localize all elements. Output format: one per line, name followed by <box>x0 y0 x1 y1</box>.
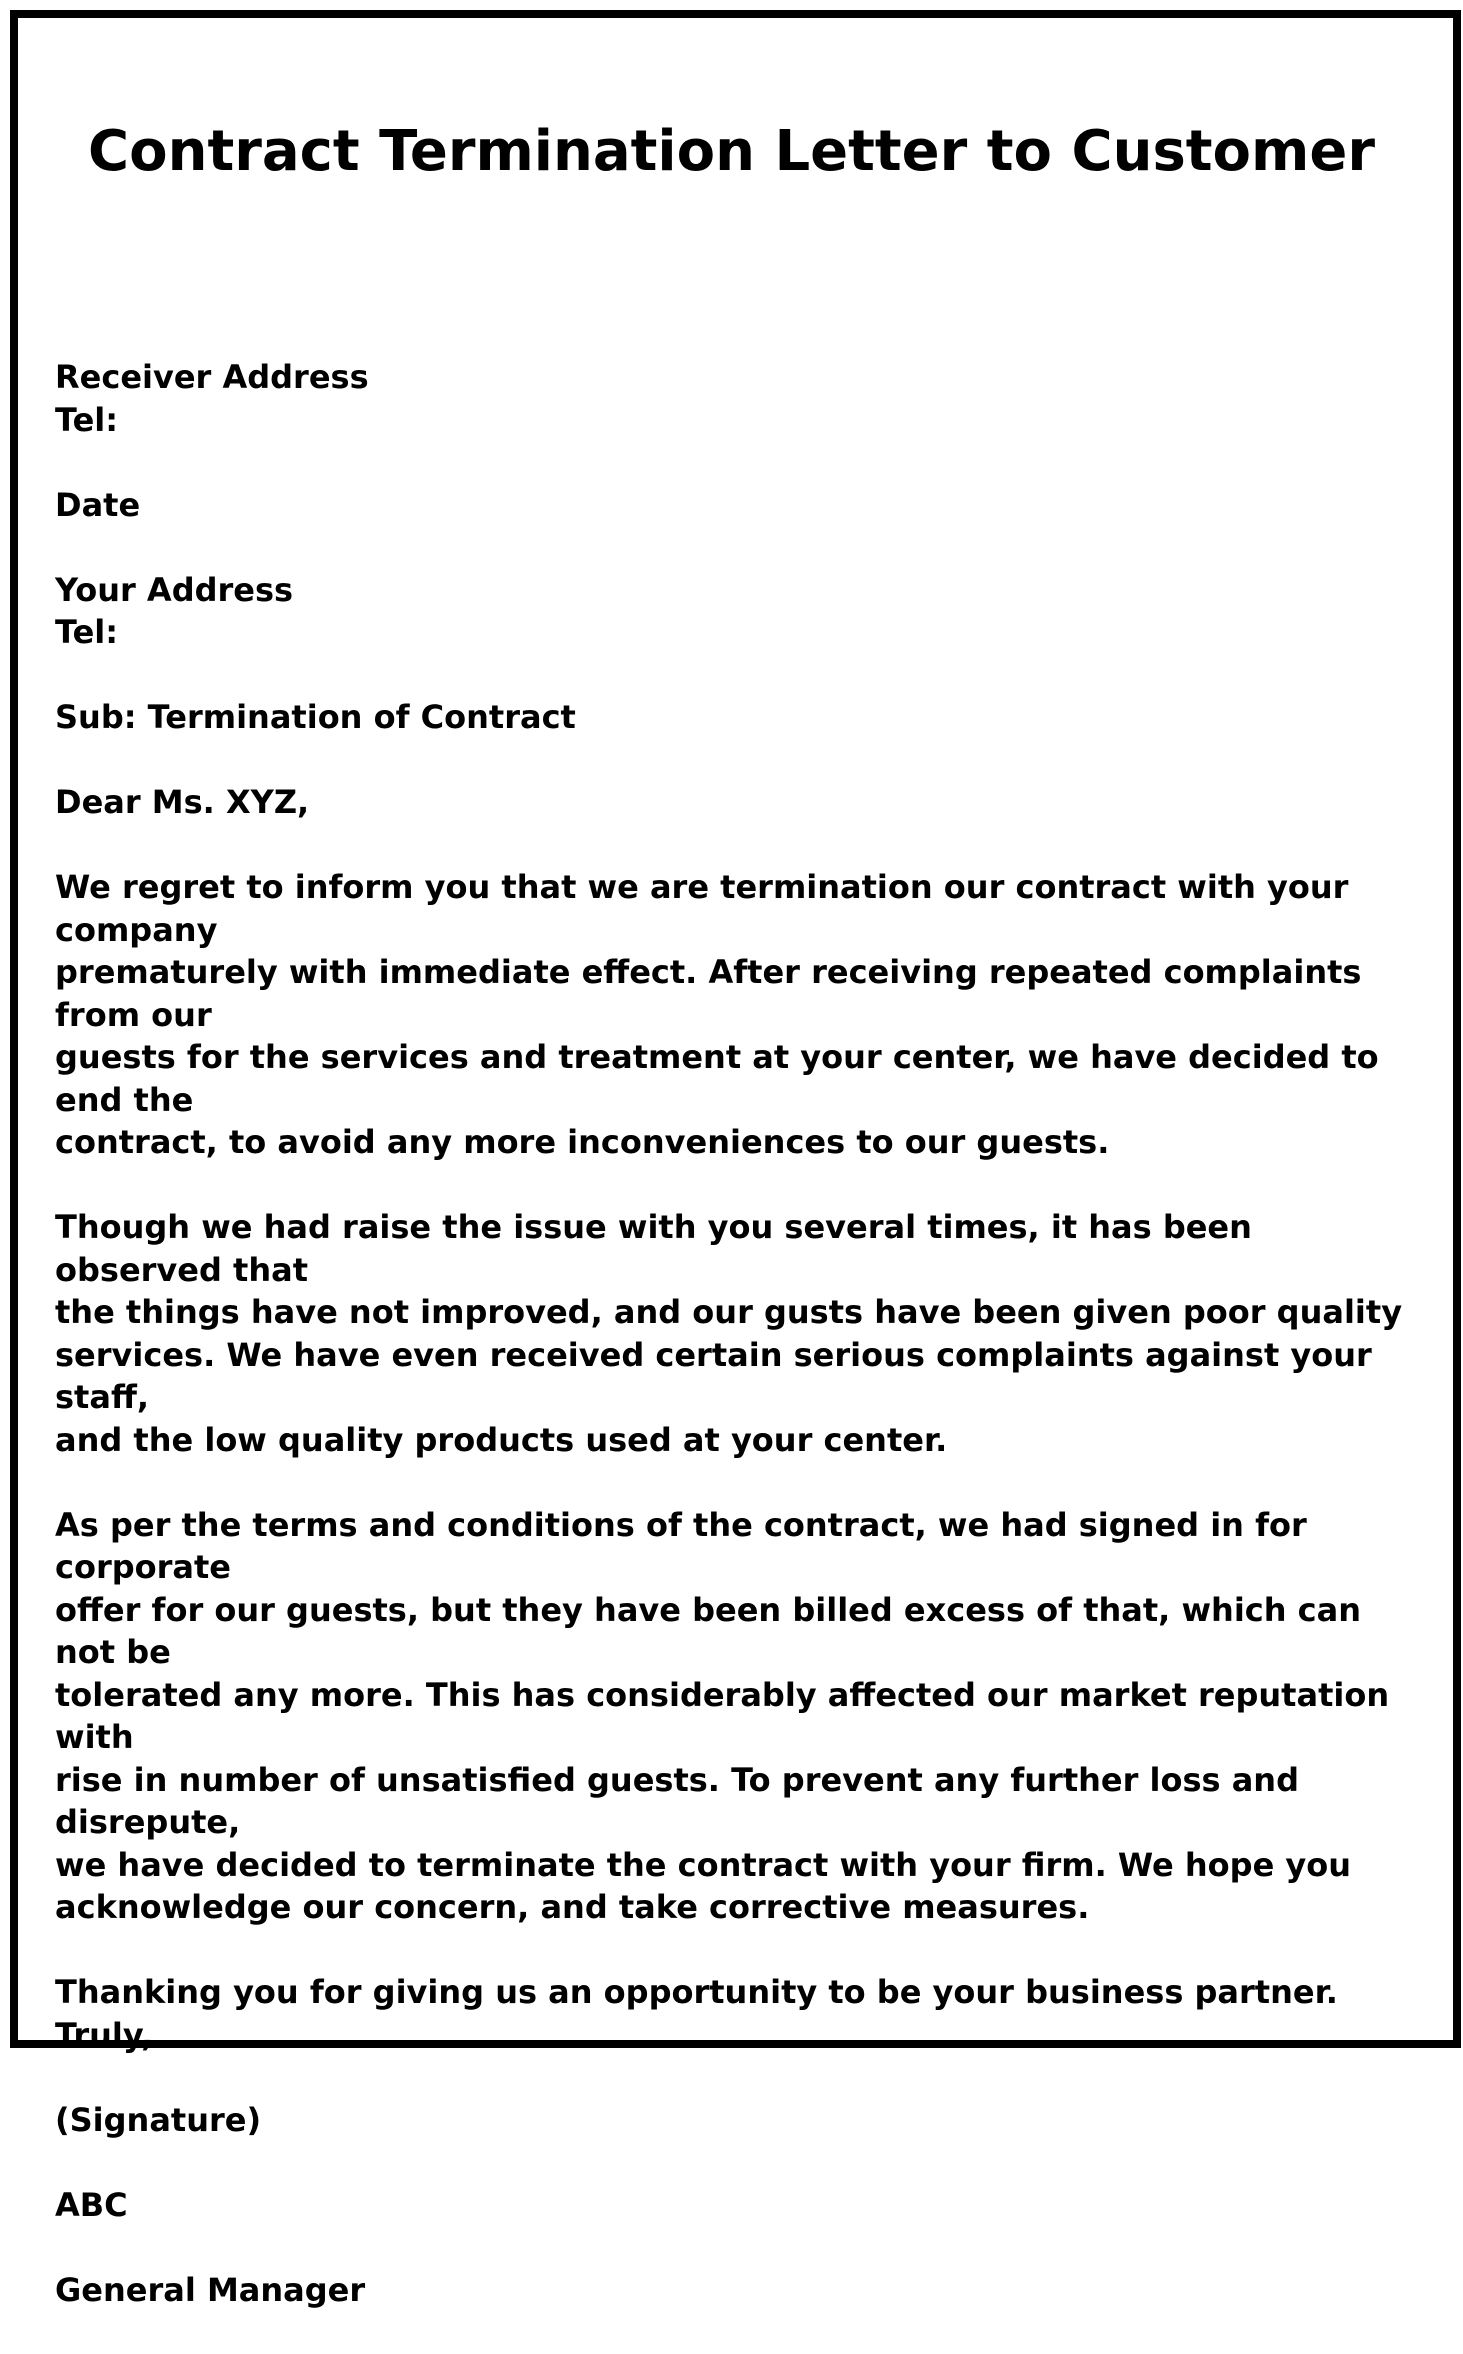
receiver-address: Receiver Address <box>55 358 369 396</box>
sender-address: Your Address <box>55 570 294 609</box>
paragraph-1: We regret to inform you that we are termination our contract with your company prematurely with immediate effect. After receiving repeated complaints from our guests for the services and treatment at your center, we have decided to end the contract, to avoid any more inconveniences to our guests. <box>55 868 1379 1161</box>
paragraph-3: As per the terms and conditions of the contract, we had signed in for corporate offer for our guests, but they have been billed excess of that, which can not be tolerated any more. This has considerably affected our market reputation with rise in number of unsatisfied guests. To prevent any further loss and disrepute, we have decided to terminate the contract with your firm. We hope you acknowledge our concern, and take corrective measures. <box>55 1505 1390 1926</box>
sender-block <box>55 569 1425 654</box>
signer-title: General Manager <box>55 2270 366 2309</box>
letter-body <box>55 356 1425 2354</box>
signer-name: ABC <box>55 2185 128 2224</box>
signature-block <box>55 2099 1425 2312</box>
sender-tel: Tel: <box>55 613 119 651</box>
receiver-tel: Tel: <box>55 400 119 439</box>
receiver-block <box>55 356 1425 441</box>
signature-placeholder: (Signature) <box>55 2100 262 2139</box>
paragraph-2: Though we had raise the issue with you several times, it has been observed that the things have not improved, and our gusts have been given poor quality services. We have even received certain serious complaints against your staff, and the low quality products used at your center. <box>55 1208 1403 1459</box>
letter-title: Contract Termination Letter to Customer <box>88 119 1375 184</box>
letter-subject: Sub: Termination of Contract <box>55 698 576 736</box>
salutation: Dear Ms. XYZ, <box>55 783 310 821</box>
letter-date: Date <box>55 485 141 524</box>
closing-line: Thanking you for giving us an opportunity to be your business partner. Truly, <box>55 1973 1338 2054</box>
